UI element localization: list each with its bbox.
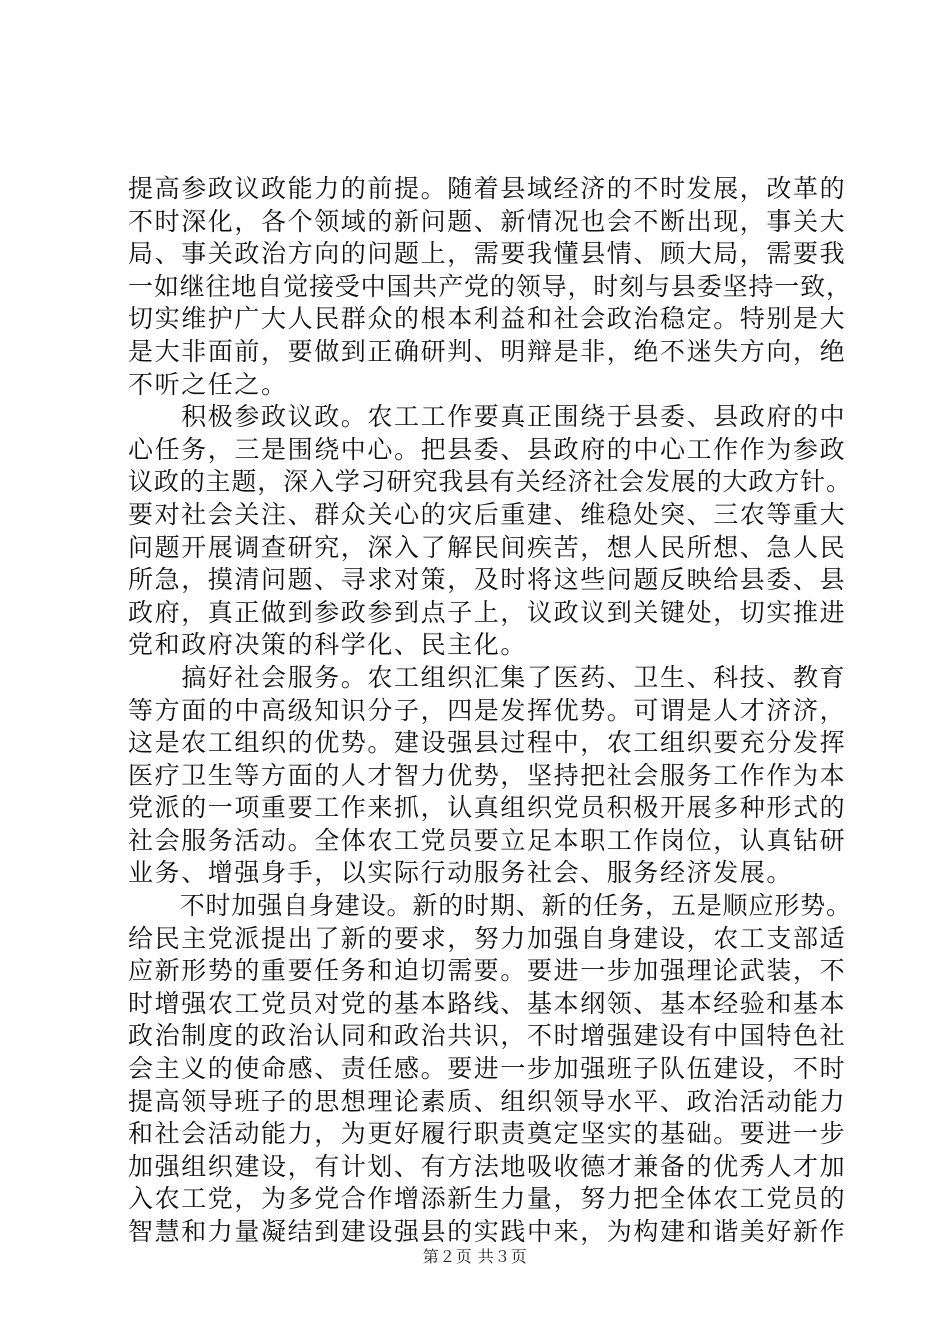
text-line: 应新形势的重要任务和迫切需要。要进一步加强理论武装，不 (128, 956, 847, 986)
text-line: 医疗卫生等方面的人才智力优势，坚持把社会服务工作作为本 (128, 760, 847, 790)
text-line: 不时深化，各个领域的新问题、新情况也会不断出现，事关大 (128, 206, 847, 236)
text-line: 政治制度的政治认同和政治共识，不时增强建设有中国特色社 (128, 1021, 847, 1051)
text-line: 时增强农工党员对党的基本路线、基本纲领、基本经验和基本 (128, 988, 847, 1018)
text-line: 给民主党派提出了新的要求，努力加强自身建设，农工支部适 (128, 923, 847, 953)
text-line: 入农工党，为多党合作增添新生力量，努力把全体农工党员的 (128, 1184, 847, 1214)
text-line: 是大非面前，要做到正确研判、明辩是非，绝不迷失方向，绝 (128, 336, 847, 366)
body-text (128, 173, 852, 1249)
text-line: 心任务，三是围绕中心。把县委、县政府的中心工作作为参政 (128, 434, 847, 464)
text-line: 党派的一项重要工作来抓，认真组织党员积极开展多种形式的 (128, 793, 847, 823)
text-line: 业务、增强身手，以实际行动服务社会、服务经济发展。 (128, 858, 794, 888)
text-line: 这是农工组织的优势。建设强县过程中，农工组织要充分发挥 (128, 728, 847, 758)
text-line: 加强组织建设，有计划、有方法地吸收德才兼备的优秀人才加 (128, 1151, 847, 1181)
text-line: 要对社会关注、群众关心的灾后重建、维稳处突、三农等重大 (128, 499, 847, 529)
text-line: 提高参政议政能力的前提。随着县域经济的不时发展，改革的 (128, 174, 847, 203)
text-line: 社会服务活动。全体农工党员要立足本职工作岗位，认真钻研 (128, 825, 847, 855)
text-line: 积极参政议政。农工工作要真正围绕于县委、县政府的中 (128, 402, 847, 432)
text-line: 局、事关政治方向的问题上，需要我懂县情、顾大局，需要我 (128, 239, 847, 269)
text-line: 智慧和力量凝结到建设强县的实践中来，为构建和谐美好新作 (128, 1217, 847, 1246)
text-line: 问题开展调查研究，深入了解民间疾苦，想人民所想、急人民 (128, 532, 847, 562)
text-line: 提高领导班子的思想理论素质、组织领导水平、政治活动能力 (128, 1086, 847, 1116)
text-line: 不听之任之。 (128, 369, 288, 399)
text-line: 和社会活动能力，为更好履行职责奠定坚实的基础。要进一步 (128, 1119, 847, 1149)
text-line: 政府，真正做到参政参到点子上，议政议到关键处，切实推进 (128, 597, 847, 627)
text-line: 所急，摸清问题、寻求对策，及时将这些问题反映给县委、县 (128, 565, 847, 595)
page-footer: 第２页 共３页 (422, 1247, 528, 1266)
text-line: 搞好社会服务。农工组织汇集了医药、卫生、科技、教育 (128, 662, 847, 692)
text-line: 会主义的使命感、责任感。要进一步加强班子队伍建设，不时 (128, 1054, 847, 1084)
text-line: 议政的主题，深入学习研究我县有关经济社会发展的大政方针。 (128, 467, 852, 497)
text-line: 切实维护广大人民群众的根本利益和社会政治稳定。特别是大 (128, 304, 847, 334)
text-line: 一如继往地自觉接受中国共产党的领导，时刻与县委坚持一致， (128, 271, 852, 301)
text-line: 党和政府决策的科学化、民主化。 (128, 630, 528, 660)
text-line: 等方面的中高级知识分子，四是发挥优势。可谓是人才济济， (128, 695, 847, 725)
text-line: 不时加强自身建设。新的时期、新的任务，五是顺应形势。 (128, 891, 852, 921)
